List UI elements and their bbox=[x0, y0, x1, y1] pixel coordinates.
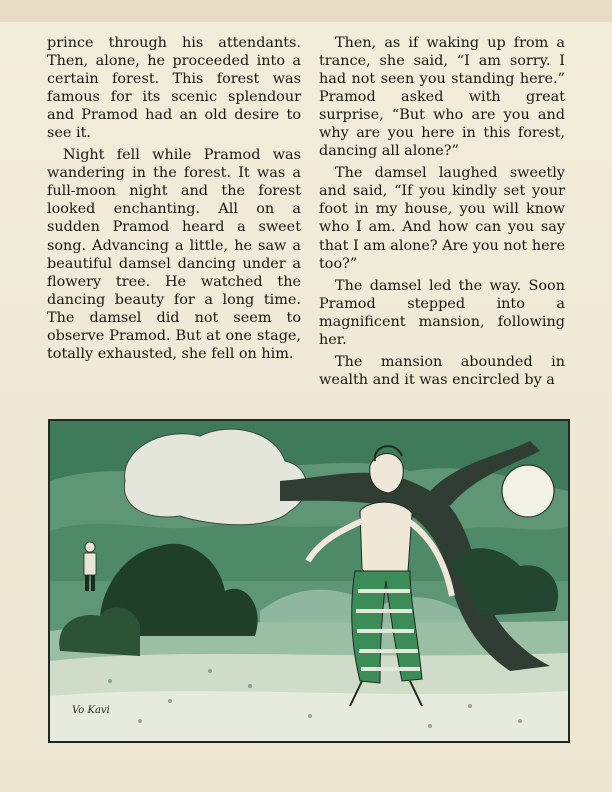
page-folio bbox=[295, 752, 325, 763]
right-text-column bbox=[319, 34, 565, 389]
paragraph: The damsel laughed sweetly and said, “If you kindly set your foot in my house, you will know who I am. And how can you say that I am alone? Are you not here too?” bbox=[319, 165, 565, 272]
paragraph: Night fell while Pramod was wandering in the forest. It was a full-moon night and the forest looked enchanting. All on a sudden Pramod heard a sweet song. Advancing a little, he saw a beautiful damsel dancing under a flowery tree. He watched the dancing beauty for a long time. The damsel did not seem to observe Pramod. But at one stage, totally exhausted, she fell on him. bbox=[47, 147, 301, 362]
paragraph: Then, as if waking up from a trance, she said, “I am sorry. I had not seen you standing here.” Pramod asked with great surprise, “But who are you and why are you here in this forest, dancing all alone?” bbox=[319, 35, 565, 160]
paragraph: prince through his attendants. Then, alone, he proceeded into a certain forest. This forest was famous for its scenic splendour and Pramod had an old desire to see it. bbox=[47, 35, 301, 142]
paragraph: The damsel led the way. Soon Pramod stepped into a magnificent mansion, following her. bbox=[319, 277, 565, 348]
page-top-band bbox=[0, 0, 612, 22]
dancing-damsel-illustration bbox=[48, 419, 570, 743]
moon-icon bbox=[502, 465, 554, 517]
paragraph: The mansion abounded in wealth and it was encircled by a bbox=[319, 353, 565, 388]
artist-signature: Vo Kavi bbox=[72, 705, 110, 716]
left-text-column bbox=[47, 34, 301, 363]
